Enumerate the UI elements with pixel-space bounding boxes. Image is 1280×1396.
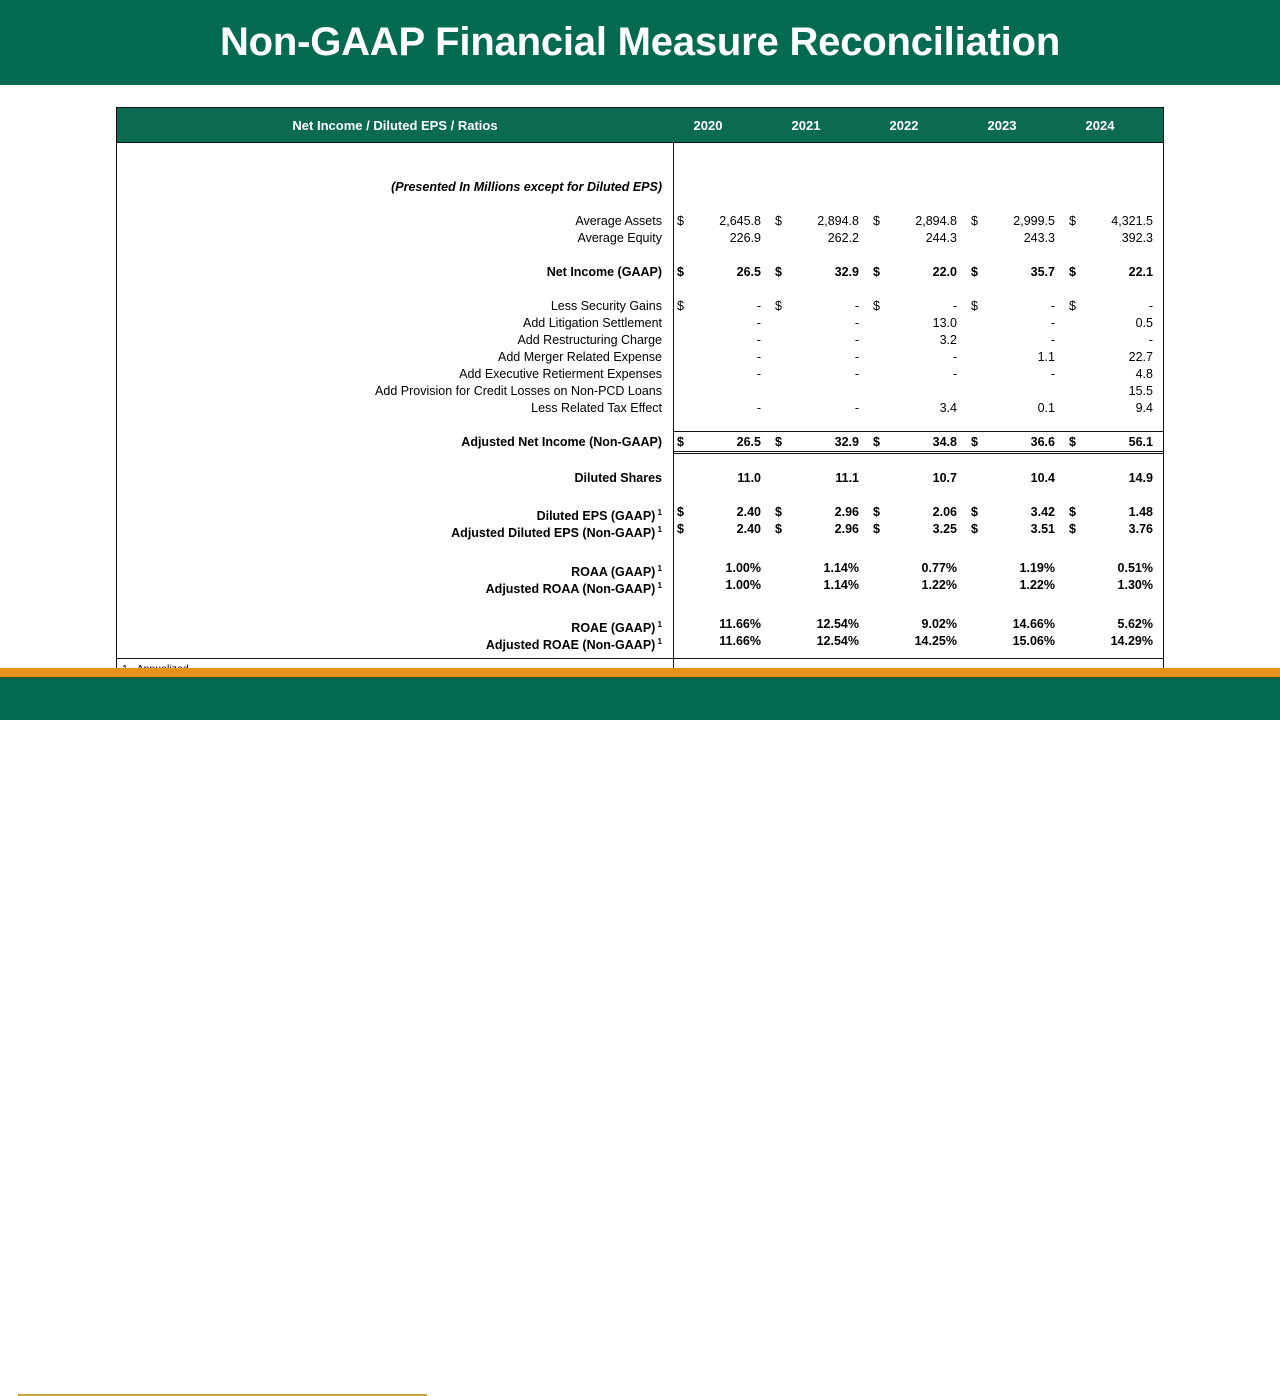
cell-value: 3.76 — [1128, 522, 1153, 536]
footnote-marker: 1 — [655, 564, 662, 573]
table-cell — [1065, 213, 1163, 230]
cell-value: 2,894.8 — [817, 214, 859, 228]
footer-accent-bar — [0, 668, 1280, 677]
company-logo: Orrstown Financial Services, Inc. — [18, 1363, 427, 1396]
table-cell — [673, 349, 771, 366]
cell-value: 1.22% — [921, 578, 957, 592]
table-row — [117, 298, 1163, 315]
currency-symbol: $ — [775, 522, 782, 536]
table-cell — [771, 504, 869, 521]
currency-symbol: $ — [873, 265, 880, 279]
column-header-2024: 2024 — [1085, 118, 1115, 133]
cell-value: 5.62% — [1117, 617, 1153, 631]
table-cell — [1065, 633, 1163, 650]
table-row — [117, 434, 1163, 451]
row-label: Adjusted ROAE (Non-GAAP) $^1$ — [485, 637, 662, 653]
cell-value: 0.51% — [1117, 561, 1153, 575]
currency-symbol: $ — [1069, 435, 1076, 449]
table-cell — [673, 560, 771, 577]
table-cell — [869, 264, 967, 281]
table-cell — [673, 332, 771, 349]
cell-value: 15.06% — [1012, 634, 1055, 648]
cell-value: 1.48 — [1128, 505, 1153, 519]
currency-symbol: $ — [1069, 265, 1076, 279]
table-cell — [869, 349, 967, 366]
table-units-note-row — [117, 179, 1163, 196]
table-cell — [869, 434, 967, 451]
table-cell — [967, 315, 1065, 332]
cell-value: - — [854, 299, 859, 313]
table-cell — [1065, 521, 1163, 538]
cell-value: - — [1050, 367, 1055, 381]
row-label: Add Merger Related Expense — [498, 350, 662, 364]
cell-value: 14.66% — [1012, 617, 1055, 631]
table-cell — [967, 633, 1065, 650]
footnote-marker: 1 — [655, 525, 662, 534]
cell-value: 2.40 — [736, 505, 761, 519]
table-row — [117, 315, 1163, 332]
currency-symbol: $ — [971, 214, 978, 228]
table-cell — [771, 383, 869, 400]
table-row — [117, 560, 1163, 580]
cell-value: - — [854, 367, 859, 381]
footnote-marker: 1 — [655, 581, 662, 590]
table-row — [117, 349, 1163, 366]
cell-value: 56.1 — [1128, 435, 1153, 449]
cell-value: 9.4 — [1135, 401, 1153, 415]
cell-value: 1.00% — [725, 578, 761, 592]
currency-symbol: $ — [873, 505, 880, 519]
table-row — [117, 230, 1163, 247]
row-label: Add Executive Retierment Expenses — [459, 367, 662, 381]
cell-value: - — [1050, 299, 1055, 313]
table-cell — [771, 298, 869, 315]
cell-value: 34.8 — [932, 435, 957, 449]
cell-value: 0.5 — [1135, 316, 1153, 330]
table-cell — [673, 521, 771, 538]
cell-value: 2.96 — [834, 522, 859, 536]
cell-value: 2,645.8 — [719, 214, 761, 228]
row-label: Less Related Tax Effect — [531, 401, 662, 415]
row-label: Diluted Shares — [574, 471, 662, 485]
cell-value: 3.4 — [939, 401, 957, 415]
table-cell — [673, 213, 771, 230]
footnote-divider — [117, 658, 1163, 659]
table-header-title: Net Income / Diluted EPS / Ratios — [292, 118, 498, 133]
cell-value: 32.9 — [834, 435, 859, 449]
cell-value: 3.2 — [939, 333, 957, 347]
table-row — [117, 332, 1163, 349]
table-row — [117, 366, 1163, 383]
column-header-2021: 2021 — [791, 118, 821, 133]
cell-value: 11.0 — [737, 471, 761, 485]
cell-value: 262.2 — [827, 231, 859, 245]
table-cell — [673, 434, 771, 451]
cell-value: 0.1 — [1037, 401, 1055, 415]
cell-value: - — [1050, 333, 1055, 347]
cell-value: 1.00% — [725, 561, 761, 575]
cell-value: - — [952, 350, 957, 364]
footnote-marker: 1 — [655, 620, 662, 629]
table-cell — [771, 213, 869, 230]
table-cell — [771, 434, 869, 451]
cell-value: 12.54% — [816, 634, 859, 648]
table-cell — [869, 298, 967, 315]
table-cell — [967, 400, 1065, 417]
currency-symbol: $ — [775, 505, 782, 519]
cell-value: 3.25 — [932, 522, 957, 536]
cell-value: - — [756, 316, 761, 330]
table-cell — [771, 400, 869, 417]
table-cell — [673, 383, 771, 400]
table-cell — [869, 577, 967, 594]
cell-value: 32.9 — [834, 265, 859, 279]
table-cell — [967, 560, 1065, 577]
table-cell — [967, 332, 1065, 349]
table-cell — [1065, 332, 1163, 349]
currency-symbol: $ — [775, 265, 782, 279]
cell-value: 22.0 — [932, 265, 957, 279]
table-cell — [771, 633, 869, 650]
table-cell — [771, 616, 869, 633]
column-header-2022: 2022 — [889, 118, 919, 133]
currency-symbol: $ — [873, 299, 880, 313]
cell-value: 36.6 — [1030, 435, 1055, 449]
cell-value: 1.30% — [1117, 578, 1153, 592]
table-cell — [771, 577, 869, 594]
table-cell — [869, 633, 967, 650]
table-cell — [869, 213, 967, 230]
column-header-2020: 2020 — [693, 118, 723, 133]
currency-symbol: $ — [971, 299, 978, 313]
table-cell — [673, 577, 771, 594]
cell-value: 22.7 — [1128, 350, 1153, 364]
table-cell — [869, 315, 967, 332]
table-cell — [771, 230, 869, 247]
table-cell — [673, 366, 771, 383]
cell-value: - — [756, 350, 761, 364]
row-label: Adjusted ROAA (Non-GAAP) $^1$ — [485, 581, 662, 597]
table-cell — [869, 521, 967, 538]
table-cell — [967, 616, 1065, 633]
reconciliation-table — [116, 107, 1164, 684]
table-cell — [771, 470, 869, 487]
cell-value: 13.0 — [932, 316, 957, 330]
table-cell — [869, 332, 967, 349]
cell-value: - — [756, 299, 761, 313]
currency-symbol: $ — [1069, 522, 1076, 536]
currency-symbol: $ — [1069, 214, 1076, 228]
cell-value: 243.3 — [1023, 231, 1055, 245]
cell-value: 244.3 — [925, 231, 957, 245]
table-row — [117, 521, 1163, 541]
table-cell — [1065, 298, 1163, 315]
row-label: Net Income (GAAP) — [546, 265, 662, 279]
cell-value: - — [756, 367, 761, 381]
cell-value: - — [854, 350, 859, 364]
currency-symbol: $ — [677, 522, 684, 536]
currency-symbol: $ — [677, 265, 684, 279]
table-row — [117, 616, 1163, 636]
currency-symbol: $ — [775, 435, 782, 449]
currency-symbol: $ — [775, 214, 782, 228]
cell-value: 26.5 — [736, 265, 761, 279]
cell-value: 14.25% — [914, 634, 957, 648]
table-cell — [1065, 349, 1163, 366]
table-cell — [673, 504, 771, 521]
table-row — [117, 633, 1163, 653]
table-cell — [673, 298, 771, 315]
table-cell — [869, 470, 967, 487]
row-label: Adjusted Net Income (Non-GAAP) — [461, 435, 662, 449]
table-cell — [771, 264, 869, 281]
table-cell — [869, 400, 967, 417]
currency-symbol: $ — [971, 522, 978, 536]
cell-value: 3.51 — [1030, 522, 1055, 536]
table-cell — [967, 366, 1065, 383]
table-cell — [869, 230, 967, 247]
table-cell — [1065, 616, 1163, 633]
cell-value: 2,999.5 — [1013, 214, 1055, 228]
cell-value: - — [756, 401, 761, 415]
table-cell — [1065, 504, 1163, 521]
cell-value: - — [854, 316, 859, 330]
table-cell — [1065, 383, 1163, 400]
row-label: Add Provision for Credit Losses on Non-PCD Loans — [375, 384, 662, 398]
cell-value: 12.54% — [816, 617, 859, 631]
table-cell — [771, 560, 869, 577]
cell-value: 226.9 — [729, 231, 761, 245]
cell-value: 15.5 — [1128, 384, 1153, 398]
table-cell — [673, 470, 771, 487]
row-label: Average Equity — [577, 231, 662, 245]
cell-value: 1.1 — [1037, 350, 1055, 364]
currency-symbol: $ — [677, 299, 684, 313]
row-label: Add Litigation Settlement — [523, 316, 662, 330]
table-row — [117, 577, 1163, 597]
table-cell — [869, 383, 967, 400]
cell-value: 1.14% — [823, 578, 859, 592]
footer-bar — [0, 679, 1280, 1393]
table-header-row — [116, 107, 1164, 143]
row-label: Average Assets — [575, 214, 662, 228]
cell-value: 1.22% — [1019, 578, 1055, 592]
cell-value: - — [952, 299, 957, 313]
currency-symbol: $ — [1069, 299, 1076, 313]
table-cell — [771, 521, 869, 538]
table-cell — [1065, 470, 1163, 487]
footnote-marker: 1 — [655, 508, 662, 517]
table-cell — [771, 332, 869, 349]
cell-value: 9.02% — [921, 617, 957, 631]
row-label: ROAA (GAAP) $^1$ — [571, 564, 662, 580]
cell-value: 14.9 — [1128, 471, 1153, 485]
currency-symbol: $ — [873, 522, 880, 536]
cell-value: 0.77% — [921, 561, 957, 575]
row-label: ROAE (GAAP) $^1$ — [571, 620, 662, 636]
cell-value: - — [854, 401, 859, 415]
row-label: Adjusted Diluted EPS (Non-GAAP) $^1$ — [451, 525, 662, 541]
table-cell — [869, 616, 967, 633]
table-cell — [967, 213, 1065, 230]
table-row — [117, 383, 1163, 400]
table-row — [117, 400, 1163, 417]
cell-value: 4.8 — [1135, 367, 1153, 381]
table-cell — [1065, 434, 1163, 451]
cell-value: - — [756, 333, 761, 347]
cell-value: - — [1148, 299, 1153, 313]
currency-symbol: $ — [677, 505, 684, 519]
currency-symbol: $ — [873, 435, 880, 449]
table-cell — [869, 560, 967, 577]
cell-value: 10.4 — [1030, 471, 1055, 485]
cell-value: 35.7 — [1030, 265, 1055, 279]
cell-value: 2.40 — [736, 522, 761, 536]
cell-value: - — [952, 367, 957, 381]
slide-title-bar — [0, 0, 1280, 85]
cell-value: 2.96 — [834, 505, 859, 519]
cell-value: 11.66% — [719, 634, 761, 648]
table-cell — [967, 521, 1065, 538]
cell-value: 3.42 — [1030, 505, 1055, 519]
table-cell — [771, 349, 869, 366]
table-cell — [673, 400, 771, 417]
row-label: Add Restructuring Charge — [517, 333, 662, 347]
row-label: Diluted EPS (GAAP) $^1$ — [536, 508, 662, 524]
currency-symbol: $ — [677, 435, 684, 449]
table-cell — [1065, 577, 1163, 594]
table-cell — [967, 577, 1065, 594]
table-cell — [1065, 560, 1163, 577]
cell-value: - — [854, 333, 859, 347]
cell-value: 10.7 — [932, 471, 957, 485]
cell-value: 392.3 — [1121, 231, 1153, 245]
table-units-note: (Presented In Millions except for Diluted EPS) — [391, 180, 662, 194]
cell-value: 4,321.5 — [1111, 214, 1153, 228]
numeric-block-right-edge — [1163, 143, 1164, 684]
table-cell — [673, 315, 771, 332]
cell-value: 26.5 — [736, 435, 761, 449]
column-header-2023: 2023 — [987, 118, 1017, 133]
table-cell — [967, 504, 1065, 521]
cell-value: - — [1050, 316, 1055, 330]
currency-symbol: $ — [873, 214, 880, 228]
table-cell — [967, 264, 1065, 281]
cell-value: 2,894.8 — [915, 214, 957, 228]
table-cell — [869, 366, 967, 383]
page-number: 28 — [1235, 1366, 1258, 1388]
cell-value: 1.19% — [1019, 561, 1055, 575]
page-title: Non-GAAP Financial Measure Reconciliation — [219, 20, 1061, 64]
subtotal-rule-top — [674, 431, 1163, 432]
table-cell — [771, 315, 869, 332]
table-cell — [967, 230, 1065, 247]
table-cell — [967, 383, 1065, 400]
row-label: Less Security Gains — [550, 299, 662, 313]
cell-value: 1.14% — [823, 561, 859, 575]
cell-value: 22.1 — [1128, 265, 1153, 279]
currency-symbol: $ — [1069, 505, 1076, 519]
table-cell — [673, 230, 771, 247]
table-body — [116, 143, 1164, 684]
table-cell — [967, 470, 1065, 487]
table-cell — [1065, 264, 1163, 281]
table-cell — [869, 504, 967, 521]
footnote-marker: 1 — [655, 637, 662, 646]
cell-value: 2.06 — [932, 505, 957, 519]
subtotal-rule-bottom — [674, 451, 1163, 454]
table-cell — [967, 349, 1065, 366]
currency-symbol: $ — [971, 265, 978, 279]
table-cell — [1065, 400, 1163, 417]
table-cell — [771, 366, 869, 383]
table-cell — [673, 633, 771, 650]
table-cell — [673, 264, 771, 281]
cell-value: 11.66% — [719, 617, 761, 631]
currency-symbol: $ — [971, 435, 978, 449]
table-cell — [967, 298, 1065, 315]
currency-symbol: $ — [775, 299, 782, 313]
table-row — [117, 504, 1163, 524]
table-row — [117, 213, 1163, 230]
table-cell — [967, 434, 1065, 451]
table-cell — [1065, 366, 1163, 383]
table-cell — [1065, 230, 1163, 247]
table-row — [117, 264, 1163, 281]
cell-value: 14.29% — [1110, 634, 1153, 648]
cell-value: 11.1 — [835, 471, 859, 485]
table-row — [117, 470, 1163, 487]
table-cell — [673, 616, 771, 633]
currency-symbol: $ — [677, 214, 684, 228]
currency-symbol: $ — [971, 505, 978, 519]
cell-value: - — [1148, 333, 1153, 347]
table-cell — [1065, 315, 1163, 332]
